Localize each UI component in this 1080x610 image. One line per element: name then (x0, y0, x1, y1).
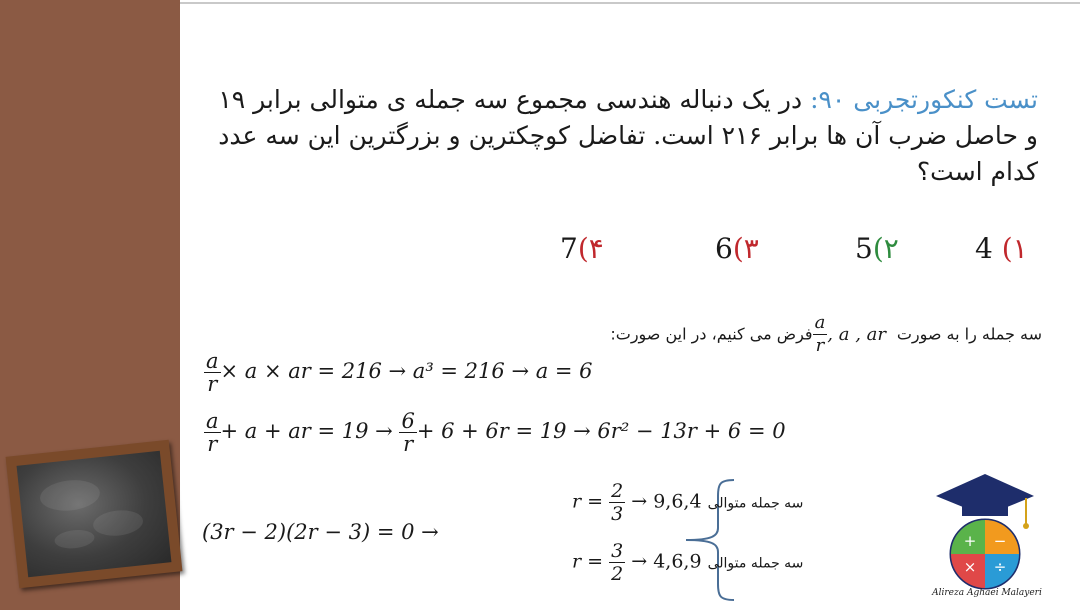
option-1: 4 (۱ (975, 232, 1028, 265)
graduation-logo-icon (930, 470, 1040, 600)
question-text (218, 82, 1038, 190)
chalkboard-surface (17, 451, 172, 577)
case-r-two-thirds: r = $\frac{2}{3}$ → سه جمله متوالی 9,6,4 (572, 480, 804, 525)
question-label: تست کنکورتجربی ۹۰: (810, 85, 1038, 114)
option-4: 7(۴ (560, 232, 604, 265)
logo-caption: Alireza Aghaei Malayeri (932, 588, 1042, 598)
svg-text:−: − (993, 532, 1007, 550)
chalkboard-image (6, 440, 183, 588)
equation-sum: $\frac{a}{r}$ + a + ar = 19 → $\frac{6}{r}$ + 6 + 6r = 19 → 6r² − 13r + 6 = 0 (206, 409, 786, 456)
svg-text:÷: ÷ (993, 558, 1007, 576)
option-2: 5(۲ (855, 232, 899, 265)
svg-text:×: × (963, 558, 977, 576)
equation-product: $\frac{a}{r}$ × a × ar = 216 → a³ = 216 → a = 6 (206, 349, 593, 396)
sidebar-panel (0, 0, 180, 610)
solution-intro: سه جمله را به صورت $\frac{a}{r}$ , a , ar فرض می کنیم، در این صورت: (610, 312, 1042, 356)
case-r-three-halves: r = $\frac{3}{2}$ → سه جمله متوالی 4,6,9 (572, 540, 804, 585)
question-body: در یک دنباله هندسی مجموع سه جمله ی متوالی برابر ۱۹ و حاصل ضرب آن ها برابر ۲۱۶ است. تفاضل کوچکترین و بزرگترین این سه عدد کدام است؟ (218, 85, 1038, 186)
answer-options (550, 232, 1080, 272)
svg-text:+: + (963, 532, 977, 550)
option-3: 6(۳ (715, 232, 759, 265)
equation-factored: (3r − 2)(2r − 3) = 0 → (202, 520, 439, 544)
